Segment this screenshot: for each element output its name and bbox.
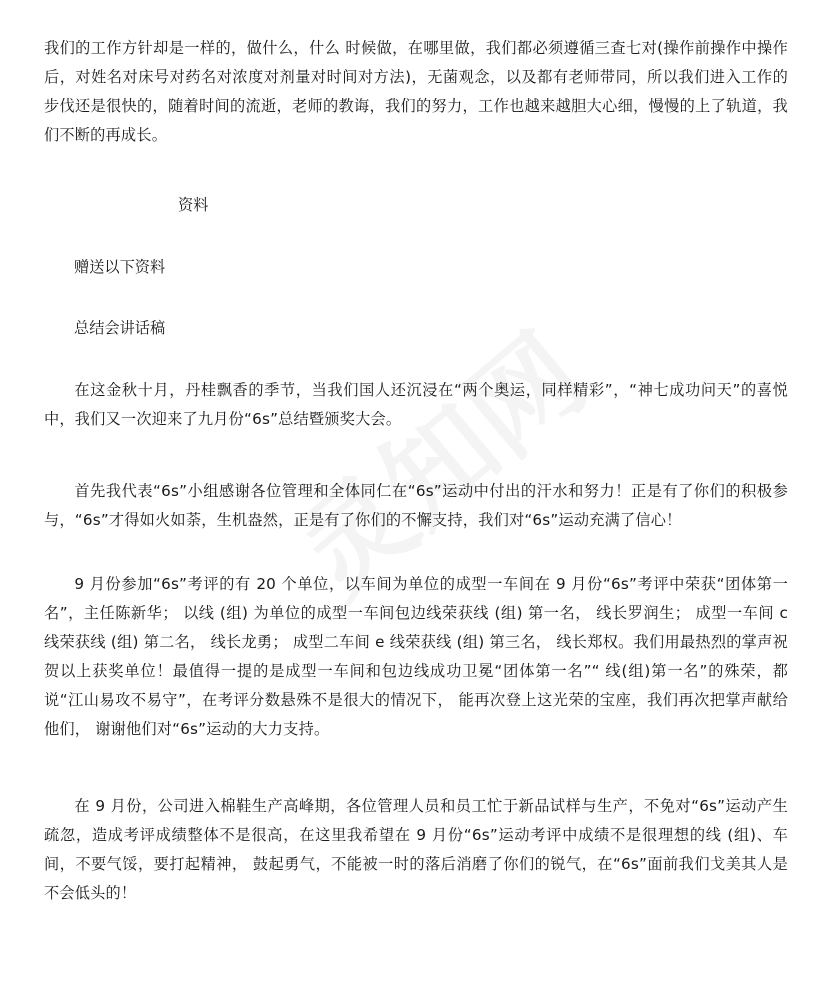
label-zengsong: 赠送以下资料 [74,258,166,276]
label-ziliao: 资料 [178,196,209,214]
paragraph-awards: 9 月份参加“6s”考评的有 20 个单位，以车间为单位的成型一车间在 9 月份“6s”考评中荣获“团体第一名”，主任陈新华； 以线 (组) 为单位的成型一车间包边线荣获线 (组) 第一名， 线长罗润生； 成型一车间 c 线荣获线 (组) 第二名， 线长龙勇； 成型二车间 e 线荣获线 (组) 第三名， 线长郑权。我们用最热烈的掌声祝贺以上获奖单位！最值得一提的是成型一车间和包边线成功卫冕“团体第一名”“ 线(组)第一名”的殊荣，都说“江山易攻不易守”，在考评分数悬殊不是很大的情况下， 能再次登上这光荣的宝座，我们再次把掌声献给他们， 谢谢他们对“6s”运动的大力支持。 [44,575,788,738]
doc-title: 总结会讲话稿 [74,319,166,337]
paragraph-opening: 在这金秋十月，丹桂飘香的季节，当我们国人还沉浸在“两个奥运，同样精彩”，“神七成功问天”的喜悦中，我们又一次迎来了九月份“6s”总结暨颁奖大会。 [44,381,788,428]
paragraph-encouragement: 在 9 月份，公司进入棉鞋生产高峰期，各位管理人员和员工忙于新品试样与生产，不免对“6s”运动产生疏忽，造成考评成绩整体不是很高，在这里我希望在 9 月份“6s”运动考评中成绩不是很理想的线 (组)、车间，不要气馁，要打起精神， 鼓起勇气，不能被一时的落后消磨了你们的锐气，在“6s”面前我们戈美其人是不会低头的！ [44,797,788,902]
paragraph-intro: 我们的工作方针却是一样的，做什么，什么 时候做，在哪里做，我们都必须遵循三查七对(操作前操作中操作后，对姓名对床号对药名对浓度对剂量对时间对方法)，无菌观念，以及都有老师带同，所以我们进入工作的步伐还是很快的，随着时间的流逝，老师的教诲，我们的努力，工作也越来越胆大心细，慢慢的上了轨道，我们不断的再成长。 [44,39,788,144]
paragraph-thanks: 首先我代表“6s”小组感谢各位管理和全体同仁在“6s”运动中付出的汗水和努力！正是有了你们的积极参与，“6s”才得如火如荼，生机盎然，正是有了你们的不懈支持，我们对“6s”运动充满了信心！ [44,482,788,529]
